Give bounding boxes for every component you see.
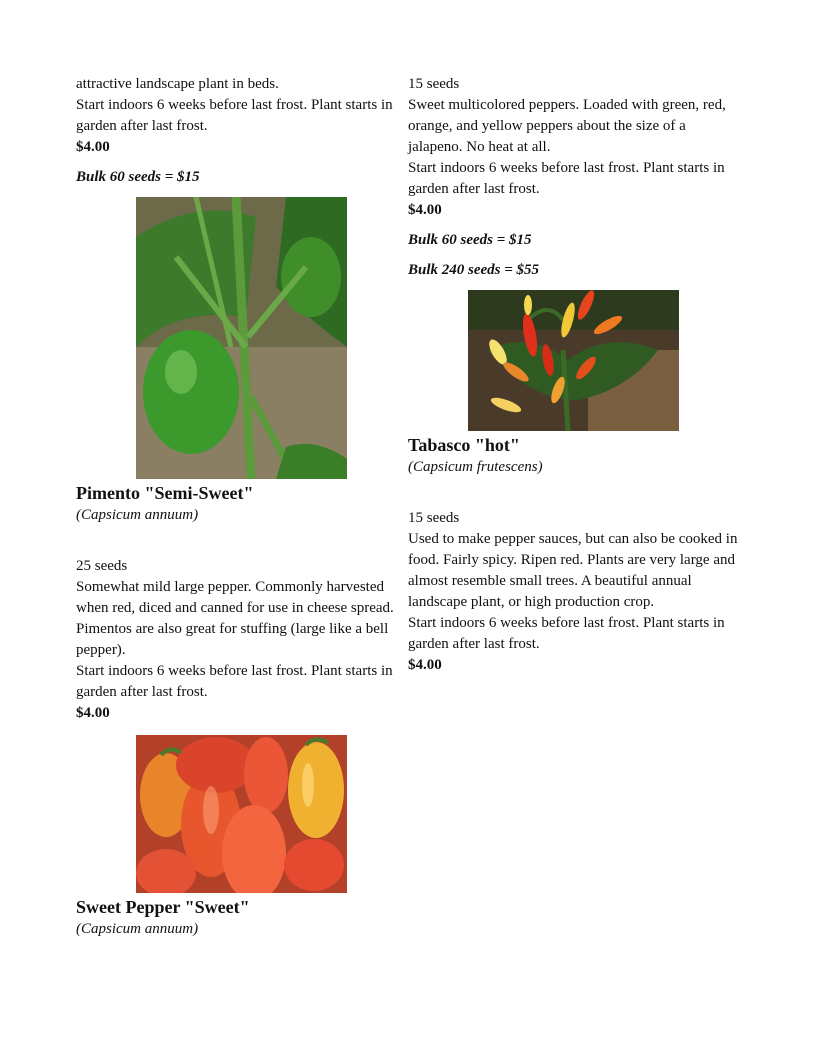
sweet-pepper-latin-name: (Capsicum annuum)	[76, 921, 199, 937]
pimento-title: Pimento "Semi-Sweet"	[76, 483, 254, 503]
pimento-latin-name: (Capsicum annuum)	[76, 507, 199, 523]
sweet-bulk-60: Bulk 60 seeds = $15	[408, 232, 532, 248]
sweet-description: Sweet multicolored peppers. Loaded with green, red, orange, and yellow peppers about the size of a jalapeno. No heat at all.	[408, 97, 726, 155]
right-column	[408, 74, 740, 676]
intro-price: $4.00	[76, 139, 110, 155]
tabasco-photo	[468, 290, 679, 431]
sweet-instructions: Start indoors 6 weeks before last frost. Plant starts in garden after last frost.	[408, 160, 725, 197]
pimento-seeds: 25 seeds	[76, 558, 128, 574]
intro-line-1: attractive landscape plant in beds.	[76, 76, 279, 92]
pimento-photo	[136, 197, 347, 479]
sweet-pepper-title: Sweet Pepper "Sweet"	[76, 897, 250, 917]
sweet-pepper-photo	[136, 735, 347, 893]
pimento-price: $4.00	[76, 705, 110, 721]
tabasco-latin-name: (Capsicum frutescens)	[408, 459, 543, 475]
intro-line-2: Start indoors 6 weeks before last frost. Plant starts in garden after last frost.	[76, 97, 393, 134]
sweet-seeds: 15 seeds	[408, 76, 460, 92]
intro-bulk: Bulk 60 seeds = $15	[76, 169, 200, 185]
sweet-price: $4.00	[408, 202, 442, 218]
tabasco-description: Used to make pepper sauces, but can also be cooked in food. Fairly spicy. Ripen red. Plants are very large and almost resemble small trees. A beautiful annual landscape plant, or high production crop.	[408, 531, 738, 610]
tabasco-title: Tabasco "hot"	[408, 435, 520, 455]
left-column	[76, 74, 408, 940]
sweet-bulk-240: Bulk 240 seeds = $55	[408, 262, 540, 278]
tabasco-price: $4.00	[408, 657, 442, 673]
tabasco-instructions: Start indoors 6 weeks before last frost. Plant starts in garden after last frost.	[408, 615, 725, 652]
pimento-description: Somewhat mild large pepper. Commonly harvested when red, diced and canned for use in cheese spread. Pimentos are also great for stuffing (large like a bell pepper).	[76, 579, 394, 658]
tabasco-seeds: 15 seeds	[408, 510, 460, 526]
pimento-instructions: Start indoors 6 weeks before last frost. Plant starts in garden after last frost.	[76, 663, 393, 700]
